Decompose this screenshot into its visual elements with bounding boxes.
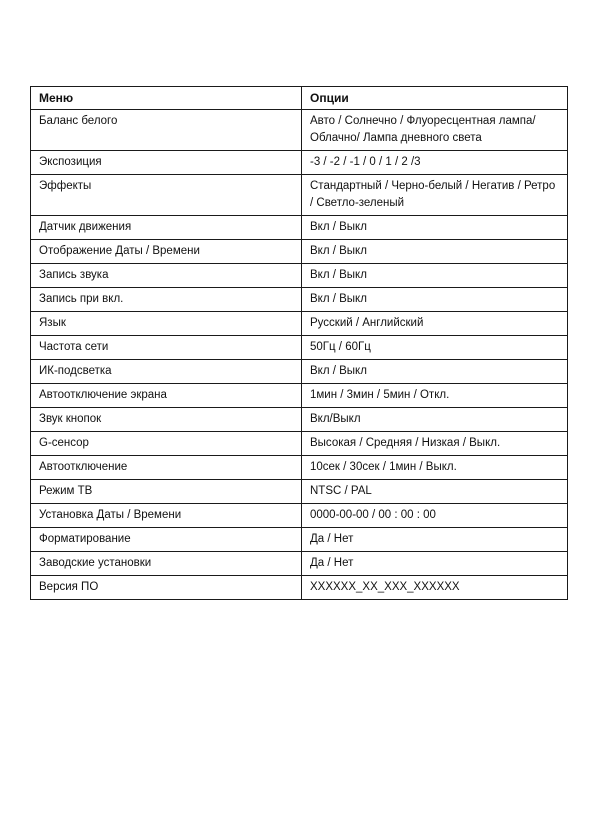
table-row [31, 480, 568, 504]
header-options: Опции [302, 87, 568, 110]
table-row [31, 336, 568, 360]
row-options: NTSC / PAL [302, 480, 568, 504]
table-row [31, 312, 568, 336]
row-options: Вкл / Выкл [302, 264, 568, 288]
row-options: 0000-00-00 / 00 : 00 : 00 [302, 504, 568, 528]
row-menu: ИК-подсветка [31, 360, 302, 384]
table-row [31, 456, 568, 480]
table-header-row [31, 87, 568, 110]
table-row [31, 504, 568, 528]
row-menu: Отображение Даты / Времени [31, 240, 302, 264]
row-options: Вкл / Выкл [302, 360, 568, 384]
row-menu: Экспозиция [31, 151, 302, 175]
row-options: Стандартный / Черно-белый / Негатив / Ретро / Светло-зеленый [302, 175, 568, 216]
row-options: Вкл/Выкл [302, 408, 568, 432]
row-menu: Автоотключение экрана [31, 384, 302, 408]
row-menu: Автоотключение [31, 456, 302, 480]
row-menu: Датчик движения [31, 216, 302, 240]
row-options: XXXXXX_XX_XXX_XXXXXX [302, 576, 568, 600]
row-menu: Запись звука [31, 264, 302, 288]
table-row [31, 576, 568, 600]
row-menu: Режим ТВ [31, 480, 302, 504]
table-row [31, 264, 568, 288]
table-row [31, 528, 568, 552]
row-options: 10сек / 30сек / 1мин / Выкл. [302, 456, 568, 480]
row-options: 1мин / 3мин / 5мин / Откл. [302, 384, 568, 408]
row-options: Вкл / Выкл [302, 288, 568, 312]
row-options: -3 / -2 / -1 / 0 / 1 / 2 /3 [302, 151, 568, 175]
row-options: Да / Нет [302, 528, 568, 552]
table-row [31, 552, 568, 576]
row-menu: Форматирование [31, 528, 302, 552]
row-menu: G-сенсор [31, 432, 302, 456]
header-menu: Меню [31, 87, 302, 110]
table-row [31, 408, 568, 432]
row-menu: Баланс белого [31, 110, 302, 151]
table-row [31, 288, 568, 312]
table-row [31, 110, 568, 151]
row-options: Вкл / Выкл [302, 240, 568, 264]
row-menu: Частота сети [31, 336, 302, 360]
row-menu: Язык [31, 312, 302, 336]
row-menu: Версия ПО [31, 576, 302, 600]
table-row [31, 384, 568, 408]
row-menu: Установка Даты / Времени [31, 504, 302, 528]
row-options: Авто / Солнечно / Флуоресцентная лампа/ Облачно/ Лампа дневного света [302, 110, 568, 151]
settings-page [30, 86, 567, 600]
table-row [31, 175, 568, 216]
settings-table [30, 86, 568, 600]
row-menu: Звук кнопок [31, 408, 302, 432]
table-row [31, 151, 568, 175]
row-options: Русский / Английский [302, 312, 568, 336]
row-menu: Запись при вкл. [31, 288, 302, 312]
table-row [31, 432, 568, 456]
row-options: Да / Нет [302, 552, 568, 576]
table-row [31, 240, 568, 264]
row-options: Вкл / Выкл [302, 216, 568, 240]
row-menu: Эффекты [31, 175, 302, 216]
table-row [31, 216, 568, 240]
row-options: Высокая / Средняя / Низкая / Выкл. [302, 432, 568, 456]
table-row [31, 360, 568, 384]
row-options: 50Гц / 60Гц [302, 336, 568, 360]
row-menu: Заводские установки [31, 552, 302, 576]
